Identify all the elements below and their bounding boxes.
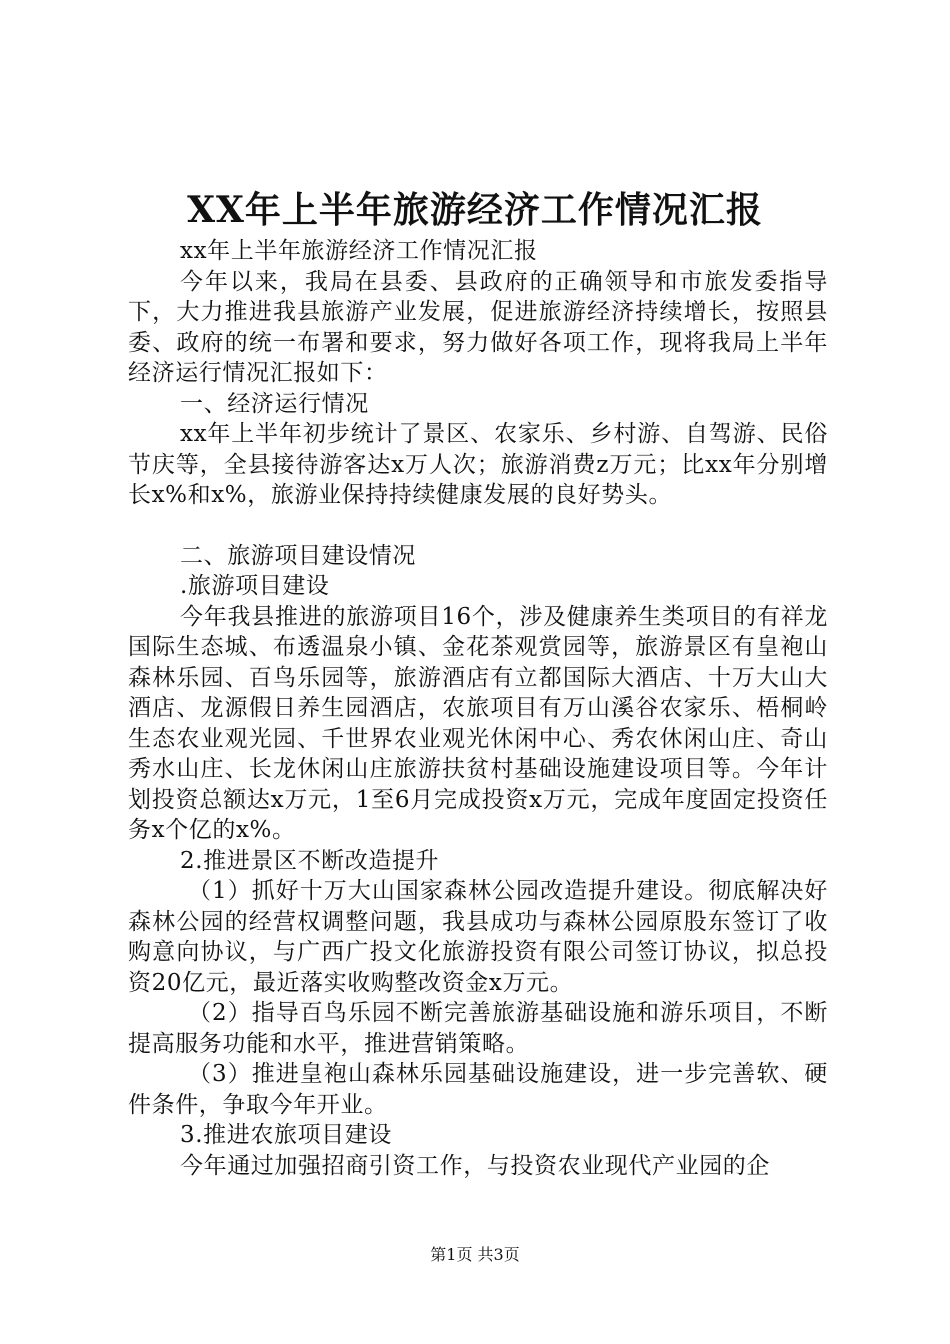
document-title: XX年上半年旅游经济工作情况汇报 (187, 189, 763, 231)
subsection-heading-projects: .旅游项目建设 (180, 573, 330, 599)
document-body (128, 236, 828, 1181)
section-heading-projects: 二、旅游项目建设情况 (180, 542, 416, 569)
subsection-heading-agritourism: 3.推进农旅项目建设 (180, 1122, 392, 1148)
scenic-item-2: （2）指导百鸟乐园不断完善旅游基础设施和游乐项目，不断提高服务功能和水平，推进营销策略。 (128, 1000, 828, 1057)
subtitle-paragraph: xx年上半年旅游经济工作情况汇报 (180, 238, 538, 264)
scenic-item-3: （3）推进皇袍山森林乐园基础设施建设，进一步完善软、硬件条件，争取今年开业。 (128, 1061, 828, 1118)
intro-paragraph: 今年以来，我局在县委、县政府的正确领导和市旅发委指导下，大力推进我县旅游产业发展，促进旅游经济持续增长，按照县委、政府的统一布署和要求，努力做好各项工作，现将我局上半年经济运行情况汇报如下： (128, 268, 828, 386)
section-heading-economy: 一、经济运行情况 (180, 390, 369, 417)
projects-paragraph: 今年我县推进的旅游项目16个，涉及健康养生类项目的有祥龙国际生态城、布透温泉小镇、金花茶观赏园等，旅游景区有皇袍山森林乐园、百鸟乐园等，旅游酒店有立都国际大酒店、十万大山大酒店、龙源假日养生园酒店，农旅项目有万山溪谷农家乐、梧桐岭生态农业观光园、千世界农业观光休闲中心、秀农休闲山庄、奇山秀水山庄、长龙休闲山庄旅游扶贫村基础设施建设项目等。今年计划投资总额达x万元，1至6月完成投资x万元，完成年度固定投资任务x个亿的x%。 (128, 603, 828, 843)
page-footer: 第1页 共3页 (430, 1245, 520, 1264)
paragraph-gap (128, 511, 828, 541)
agritourism-paragraph: 今年通过加强招商引资工作，与投资农业现代产业园的企 (180, 1152, 770, 1179)
economy-paragraph: xx年上半年初步统计了景区、农家乐、乡村游、自驾游、民俗节庆等，全县接待游客达x万人次；旅游消费z万元；比xx年分别增长x%和x%，旅游业保持持续健康发展的良好势头。 (128, 421, 828, 508)
subsection-heading-scenic: 2.推进景区不断改造提升 (180, 847, 440, 874)
scenic-item-1: （1）抓好十万大山国家森林公园改造提升建设。彻底解决好森林公园的经营权调整问题，我县成功与森林公园原股东签订了收购意向协议，与广西广投文化旅游投资有限公司签订协议，拟总投资20亿元，最近落实收购整改资金x万元。 (128, 878, 828, 996)
